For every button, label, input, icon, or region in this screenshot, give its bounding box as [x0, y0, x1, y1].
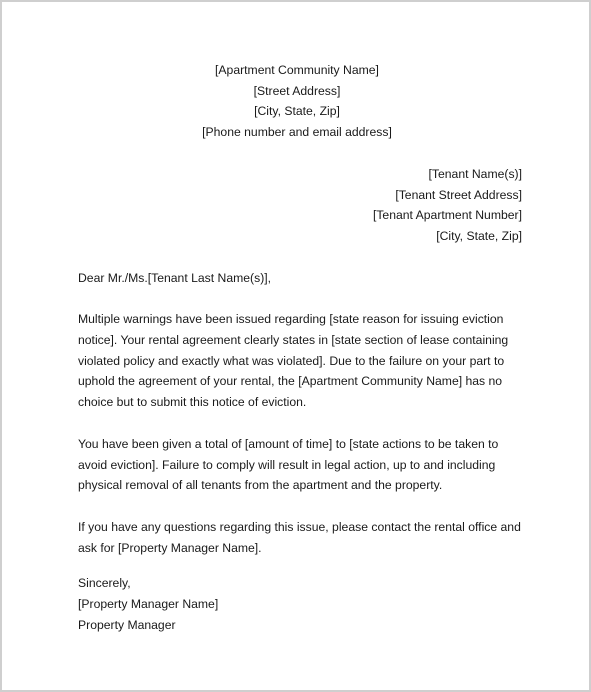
paragraph-time-to-comply: [78, 434, 522, 496]
paragraph-line: notice]. Your rental agreement clearly states in [state section of lease containing: [78, 333, 509, 348]
paragraph-line: If you have any questions regarding this issue, please contact the rental office and: [78, 519, 521, 534]
closing-signoff: Sincerely,: [78, 576, 131, 591]
paragraph-questions: [78, 517, 522, 558]
recipient-city: [City, State, Zip]: [436, 228, 522, 243]
paragraph-line: ask for [Property Manager Name].: [78, 540, 262, 555]
closing-name: [Property Manager Name]: [78, 597, 219, 612]
paragraph-line: physical removal of all tenants from the apartment and the property.: [78, 478, 443, 493]
paragraph-line: Multiple warnings have been issued regarding [state reason for issuing eviction: [78, 312, 504, 327]
recipient-address-block: [78, 164, 522, 247]
paragraph-line: uphold the agreement of your rental, the [Apartment Community Name] has no: [78, 374, 503, 389]
salutation: Dear Mr./Ms.[Tenant Last Name(s)],: [78, 270, 272, 285]
recipient-street: [Tenant Street Address]: [395, 187, 522, 202]
sender-contact: [Phone number and email address]: [202, 125, 392, 140]
recipient-apartment: [Tenant Apartment Number]: [372, 208, 522, 223]
closing-title: Property Manager: [78, 617, 176, 632]
paragraph-line: You have been given a total of [amount of time] to [state actions to be taken to: [78, 436, 499, 451]
paragraph-line: violated policy and exactly what was violated]. Due to the failure on your part to: [78, 353, 505, 368]
recipient-names: [Tenant Name(s)]: [428, 166, 522, 181]
closing-block: [78, 573, 522, 635]
paragraph-line: choice but to submit this notice of eviction.: [78, 395, 307, 410]
paragraph-line: avoid eviction]. Failure to comply will result in legal action, up to and including: [78, 457, 496, 472]
sender-street: [Street Address]: [253, 83, 341, 98]
sender-city: [City, State, Zip]: [254, 104, 340, 119]
sender-address-block: [74, 60, 520, 143]
paragraph-eviction-reason: [78, 309, 522, 413]
letter-content: [78, 60, 522, 635]
sender-name: [Apartment Community Name]: [215, 63, 379, 77]
